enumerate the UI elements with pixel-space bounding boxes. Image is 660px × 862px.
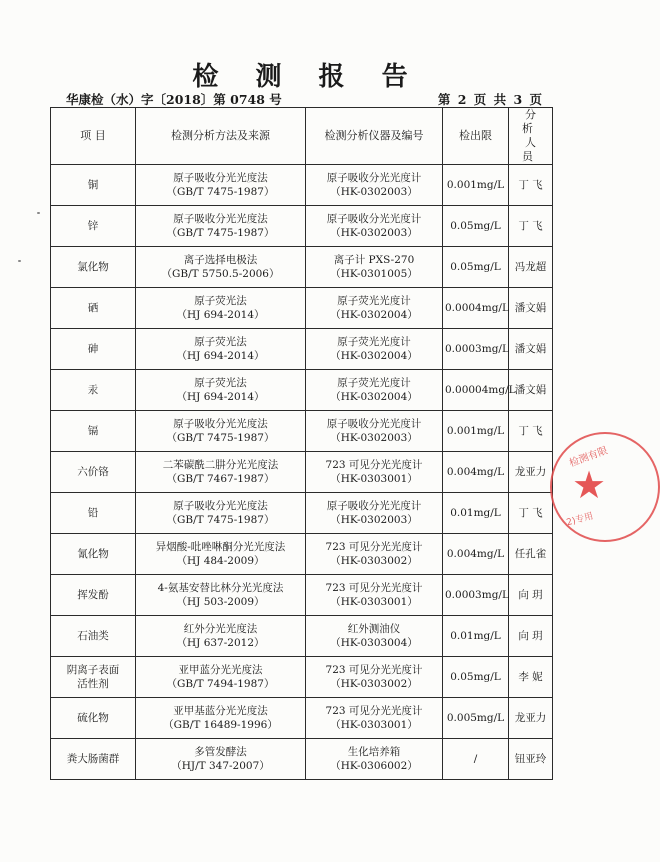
cell-limit: 0.001mg/L	[443, 165, 509, 206]
cell-method	[136, 370, 306, 411]
cell-instrument	[306, 288, 443, 329]
cell-method-line: 原子吸收分光光度法	[173, 418, 268, 430]
cell-item	[51, 247, 136, 288]
cell-instrument-line: （HK-0301005）	[330, 268, 418, 280]
cell-method-line: 红外分光光度法	[183, 623, 258, 635]
cell-item-line: 锌	[87, 220, 99, 232]
cell-method-line: 亚甲基蓝分光光度法	[173, 705, 268, 717]
cell-item-line: 氯化物	[77, 261, 109, 273]
report-number: 华康检（水）字〔2018〕第 0748 号	[66, 92, 282, 107]
table-body	[51, 165, 553, 780]
cell-method-line: （GB/T 7494-1987）	[166, 678, 275, 690]
cell-analyst: 冯龙超	[509, 247, 553, 288]
cell-method-line: 离子选择电极法	[183, 254, 258, 266]
table-row	[51, 206, 553, 247]
cell-method	[136, 411, 306, 452]
table-row	[51, 247, 553, 288]
cell-instrument	[306, 534, 443, 575]
cell-limit: 0.0003mg/L	[443, 329, 509, 370]
cell-item	[51, 370, 136, 411]
column-header-analyst	[509, 108, 553, 165]
cell-instrument-line: （HK-0302004）	[330, 309, 418, 321]
cell-item	[51, 739, 136, 780]
cell-limit: 0.0003mg/L	[443, 575, 509, 616]
cell-method-line: （HJ 694-2014）	[176, 350, 265, 362]
cell-method-line: （GB/T 7475-1987）	[166, 227, 275, 239]
cell-item-line: 硫化物	[77, 712, 109, 724]
table-row	[51, 657, 553, 698]
cell-limit: 0.004mg/L	[443, 534, 509, 575]
cell-item	[51, 329, 136, 370]
cell-instrument	[306, 329, 443, 370]
cell-instrument-line: （HK-0302003）	[330, 514, 418, 526]
cell-method	[136, 657, 306, 698]
cell-limit: 0.0004mg/L	[443, 288, 509, 329]
cell-method-line: 原子荧光法	[194, 377, 247, 389]
cell-method	[136, 206, 306, 247]
table-header-row	[51, 108, 553, 165]
cell-limit: 0.01mg/L	[443, 493, 509, 534]
cell-instrument-line: 原子吸收分光光度计	[326, 213, 422, 225]
cell-limit: 0.004mg/L	[443, 452, 509, 493]
cell-item	[51, 698, 136, 739]
cell-instrument	[306, 616, 443, 657]
page-indicator: 第 2 页 共 3 页	[437, 92, 542, 107]
cell-item	[51, 165, 136, 206]
table-row	[51, 329, 553, 370]
cell-instrument-line: 723 可见分光光度计	[325, 664, 423, 676]
cell-item	[51, 657, 136, 698]
cell-method-line: 二苯碳酰二肼分光光度法	[162, 459, 279, 471]
cell-item	[51, 452, 136, 493]
cell-item-line: 铅	[87, 507, 99, 519]
cell-instrument	[306, 411, 443, 452]
cell-limit: /	[443, 739, 509, 780]
cell-method-line: （GB/T 7475-1987）	[166, 432, 275, 444]
cell-analyst: 龙亚力	[509, 452, 553, 493]
cell-method	[136, 452, 306, 493]
scan-speck	[37, 212, 40, 214]
star-icon: ★	[572, 463, 607, 507]
table-row	[51, 452, 553, 493]
cell-method-line: （GB/T 7475-1987）	[166, 186, 275, 198]
cell-instrument	[306, 370, 443, 411]
cell-item-line: 粪大肠菌群	[66, 753, 120, 765]
cell-method	[136, 739, 306, 780]
cell-instrument	[306, 698, 443, 739]
column-header-instrument: 检测分析仪器及编号	[306, 108, 443, 165]
cell-item-line: 硒	[87, 302, 99, 314]
cell-limit: 0.05mg/L	[443, 247, 509, 288]
cell-instrument-line: （HK-0302004）	[330, 391, 418, 403]
cell-analyst: 李 妮	[509, 657, 553, 698]
seal-text-top: 检测有限	[568, 445, 610, 470]
cell-instrument-line: 原子荧光光度计	[337, 295, 411, 307]
cell-analyst: 丁 飞	[509, 411, 553, 452]
table-row	[51, 698, 553, 739]
cell-item-line: 石油类	[77, 630, 109, 642]
cell-instrument-line: （HK-0303001）	[330, 719, 418, 731]
cell-method-line: （GB/T 16489-1996）	[163, 719, 278, 731]
cell-method-line: （GB/T 5750.5-2006）	[161, 268, 280, 280]
table-row	[51, 370, 553, 411]
cell-instrument-line: 原子荧光光度计	[337, 336, 411, 348]
cell-instrument-line: （HK-0306002）	[330, 760, 418, 772]
cell-method-line: 亚甲蓝分光光度法	[178, 664, 263, 676]
cell-limit: 0.01mg/L	[443, 616, 509, 657]
cell-item	[51, 493, 136, 534]
cell-instrument-line: 原子荧光光度计	[337, 377, 411, 389]
column-header-analyst-line: 分析	[522, 108, 542, 135]
cell-method	[136, 534, 306, 575]
cell-method-line: 异烟酸-吡唑啉酮分光光度法	[155, 541, 286, 553]
cell-method-line: （HJ 694-2014）	[176, 309, 265, 321]
table-row	[51, 534, 553, 575]
cell-method-line: 原子吸收分光光度法	[173, 172, 268, 184]
table-row	[51, 575, 553, 616]
cell-item-line: 阴离子表面	[66, 664, 120, 676]
cell-method-line: 4-氨基安替比林分光光度法	[157, 582, 284, 594]
cell-instrument-line: （HK-0303002）	[330, 678, 418, 690]
cell-item	[51, 411, 136, 452]
cell-item-line: 六价铬	[77, 466, 109, 478]
results-table	[50, 107, 553, 780]
cell-item	[51, 288, 136, 329]
cell-instrument-line: 723 可见分光光度计	[325, 582, 423, 594]
cell-instrument-line: 723 可见分光光度计	[325, 459, 423, 471]
cell-method-line: 原子吸收分光光度法	[173, 213, 268, 225]
cell-limit: 0.05mg/L	[443, 206, 509, 247]
cell-method-line: （HJ 503-2009）	[176, 596, 265, 608]
table-row	[51, 493, 553, 534]
cell-instrument	[306, 657, 443, 698]
cell-method	[136, 575, 306, 616]
cell-item-line: 砷	[87, 343, 99, 355]
cell-instrument-line: （HK-0302003）	[330, 227, 418, 239]
cell-instrument-line: 生化培养箱	[347, 746, 401, 758]
table-row	[51, 739, 553, 780]
cell-instrument-line: 离子计 PXS-270	[333, 254, 415, 266]
cell-method-line: 原子荧光法	[194, 295, 247, 307]
cell-instrument	[306, 165, 443, 206]
cell-analyst: 丁 飞	[509, 493, 553, 534]
cell-method	[136, 165, 306, 206]
cell-analyst: 钮亚玲	[509, 739, 553, 780]
cell-instrument	[306, 247, 443, 288]
cell-instrument-line: 723 可见分光光度计	[325, 541, 423, 553]
cell-item	[51, 206, 136, 247]
table-row	[51, 165, 553, 206]
seal-text-bottom: 2)专用	[565, 511, 595, 529]
cell-instrument-line: （HK-0302004）	[330, 350, 418, 362]
cell-method	[136, 616, 306, 657]
cell-limit: 0.00004mg/L	[443, 370, 509, 411]
table-row	[51, 288, 553, 329]
cell-analyst: 潘文娟	[509, 288, 553, 329]
cell-analyst: 潘文娟	[509, 329, 553, 370]
cell-instrument	[306, 452, 443, 493]
cell-item-line: 镉	[87, 425, 99, 437]
cell-method	[136, 288, 306, 329]
cell-item-line: 汞	[87, 384, 99, 396]
cell-instrument-line: （HK-0302003）	[330, 186, 418, 198]
cell-instrument-line: （HK-0303002）	[330, 555, 418, 567]
cell-method	[136, 329, 306, 370]
cell-method-line: （HJ 637-2012）	[176, 637, 265, 649]
cell-analyst: 丁 飞	[509, 165, 553, 206]
cell-analyst: 潘文娟	[509, 370, 553, 411]
cell-method	[136, 247, 306, 288]
column-header-analyst-line: 人员	[522, 136, 542, 163]
cell-analyst: 向 玥	[509, 616, 553, 657]
column-header-item: 项 目	[51, 108, 136, 165]
cell-method-line: （HJ 484-2009）	[176, 555, 265, 567]
cell-method-line: （GB/T 7467-1987）	[166, 473, 275, 485]
cell-item	[51, 534, 136, 575]
cell-instrument-line: （HK-0303001）	[330, 596, 418, 608]
cell-item-line: 挥发酚	[77, 589, 109, 601]
cell-method-line: （HJ/T 347-2007）	[171, 760, 270, 772]
table-row	[51, 411, 553, 452]
column-header-limit: 检出限	[443, 108, 509, 165]
cell-instrument	[306, 739, 443, 780]
company-seal	[550, 432, 660, 542]
cell-item-line: 活性剂	[77, 678, 109, 690]
cell-item	[51, 575, 136, 616]
cell-item	[51, 616, 136, 657]
cell-instrument-line: 原子吸收分光光度计	[326, 172, 422, 184]
cell-method-line: 原子荧光法	[194, 336, 247, 348]
cell-instrument-line: 723 可见分光光度计	[325, 705, 423, 717]
cell-instrument	[306, 575, 443, 616]
cell-method-line: （GB/T 7475-1987）	[166, 514, 275, 526]
cell-analyst: 任孔雀	[509, 534, 553, 575]
cell-instrument-line: 红外测油仪	[347, 623, 401, 635]
cell-method-line: 原子吸收分光光度法	[173, 500, 268, 512]
cell-instrument-line: （HK-0303004）	[330, 637, 418, 649]
cell-instrument	[306, 206, 443, 247]
cell-instrument-line: 原子吸收分光光度计	[326, 418, 422, 430]
cell-instrument-line: （HK-0303001）	[330, 473, 418, 485]
cell-analyst: 龙亚力	[509, 698, 553, 739]
cell-instrument-line: 原子吸收分光光度计	[326, 500, 422, 512]
cell-limit: 0.05mg/L	[443, 657, 509, 698]
cell-item-line: 氰化物	[77, 548, 109, 560]
cell-method-line: （HJ 694-2014）	[176, 391, 265, 403]
cell-analyst: 向 玥	[509, 575, 553, 616]
cell-limit: 0.001mg/L	[443, 411, 509, 452]
column-header-method: 检测分析方法及来源	[136, 108, 306, 165]
cell-method	[136, 493, 306, 534]
cell-instrument	[306, 493, 443, 534]
table-row	[51, 616, 553, 657]
scan-speck	[18, 260, 21, 262]
cell-instrument-line: （HK-0302003）	[330, 432, 418, 444]
cell-item-line: 铜	[87, 179, 99, 191]
cell-analyst: 丁 飞	[509, 206, 553, 247]
page-title: 检 测 报 告	[192, 62, 422, 92]
cell-method	[136, 698, 306, 739]
cell-method-line: 多管发酵法	[194, 746, 247, 758]
cell-limit: 0.005mg/L	[443, 698, 509, 739]
